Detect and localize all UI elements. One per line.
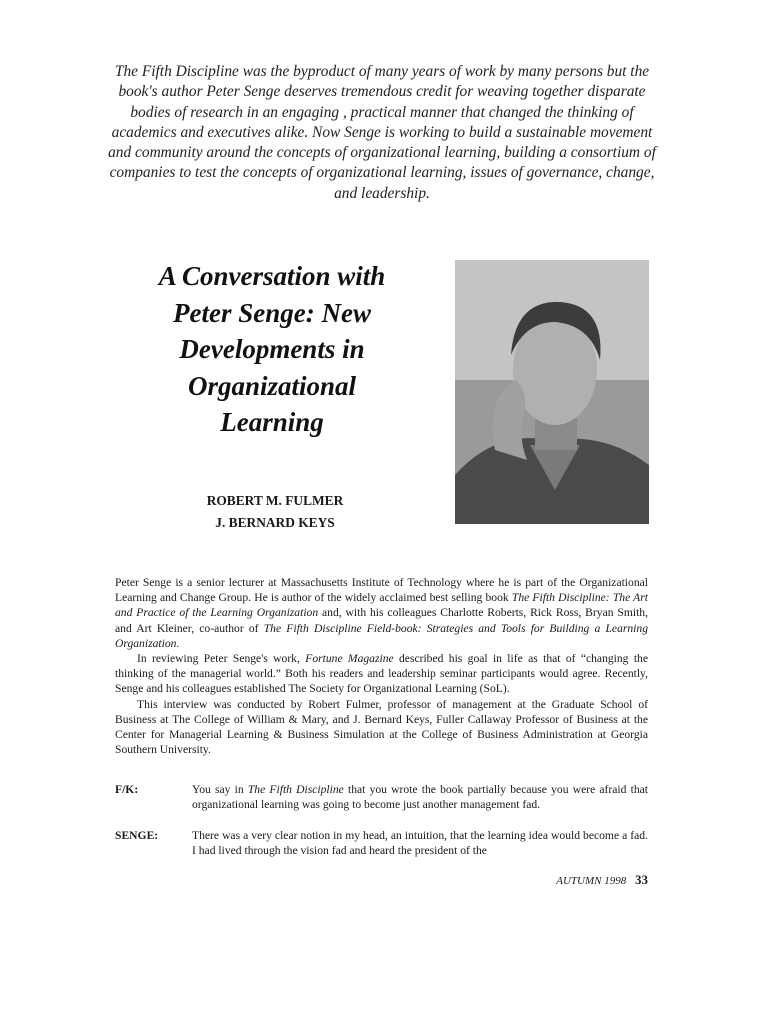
speaker-label: SENGE: (115, 829, 159, 842)
issue-season: AUTUMN 1998 (556, 875, 627, 887)
magazine-title: Fortune Magazine (305, 652, 394, 666)
text-span: In reviewing Peter Senge's work, (137, 652, 306, 666)
portrait-photo (455, 260, 649, 524)
title-line: Peter Senge: New (173, 297, 371, 328)
author-list (150, 490, 400, 534)
intro-paragraph (115, 651, 648, 697)
book-title: The Fifth Discipline Field-book: Strategies and Tools for Building a Learning Organization (115, 621, 648, 650)
text-span: Peter Senge is a senior lecturer at Massachusetts Institute of Technology where he is part of the Organizational Learning and Change Group. He is author of the widely acclaimed best selling book (115, 576, 648, 605)
author-name: J. BERNARD KEYS (215, 515, 335, 530)
title-line: Developments in (179, 334, 365, 364)
book-title: The Fifth Discipline (247, 783, 344, 796)
portrait-photo-icon (455, 260, 649, 524)
page-number: 33 (635, 872, 648, 887)
title-line: Organizational (187, 370, 357, 401)
text-span: You say in (192, 783, 248, 796)
epigraph: The Fifth Discipline was the byproduct of many years of work by many persons but the book's author Peter Senge deserves tremendous credit for weaving together disparate bodies of research in an engaging , practical manner that changed the thinking of academics and executives alike. Now Senge is working to build a sustainable movement and community around the concepts of organizational learning, building a consortium of companies to test the concepts of organizational learning, issues of governance, change, and leadership. (108, 63, 656, 202)
qa-entry (115, 782, 648, 813)
qa-text: There was a very clear notion in my head, an intuition, that the learning idea would become a fad. I had lived through the vision fad and heard the president of the (192, 829, 648, 858)
book-title: The Fifth Discipline: The Art and Practice of the Learning Organization (115, 591, 648, 620)
speaker-label: F/K: (115, 783, 139, 796)
page-footer (556, 872, 648, 888)
text-span: and, with his colleagues Charlotte Roberts, Rick Ross, Bryan Smith, and Art Kleiner, co-author of (115, 606, 648, 635)
title-line: Learning (220, 407, 324, 437)
text-span: . (176, 636, 180, 650)
article-title (96, 258, 448, 441)
author-name: ROBERT M. FULMER (206, 493, 344, 508)
text-span: that you wrote the book partially because you were afraid that organizational learning was going to become just another management fad. (192, 783, 649, 812)
text-span: described his goal in life as that of “changing the thinking of the managerial world.” Both his readers and leadership seminar participants would agree. Recently, Senge and his colleagues established The Society for Organizational Learning (SoL). (115, 652, 648, 696)
intro-paragraph (115, 575, 648, 651)
qa-entry (115, 828, 648, 859)
intro-text (115, 575, 648, 757)
title-line: A Conversation with (158, 261, 386, 291)
intro-paragraph: This interview was conducted by Robert Fulmer, professor of management at the Graduate School of Business at The College of William & Mary, and J. Bernard Keys, Fuller Callaway Professor of Business at the Center for Managerial Learning & Business Simulation at the College of Business Administration at Georgia Southern University. (115, 697, 648, 757)
qa-text (192, 782, 648, 813)
